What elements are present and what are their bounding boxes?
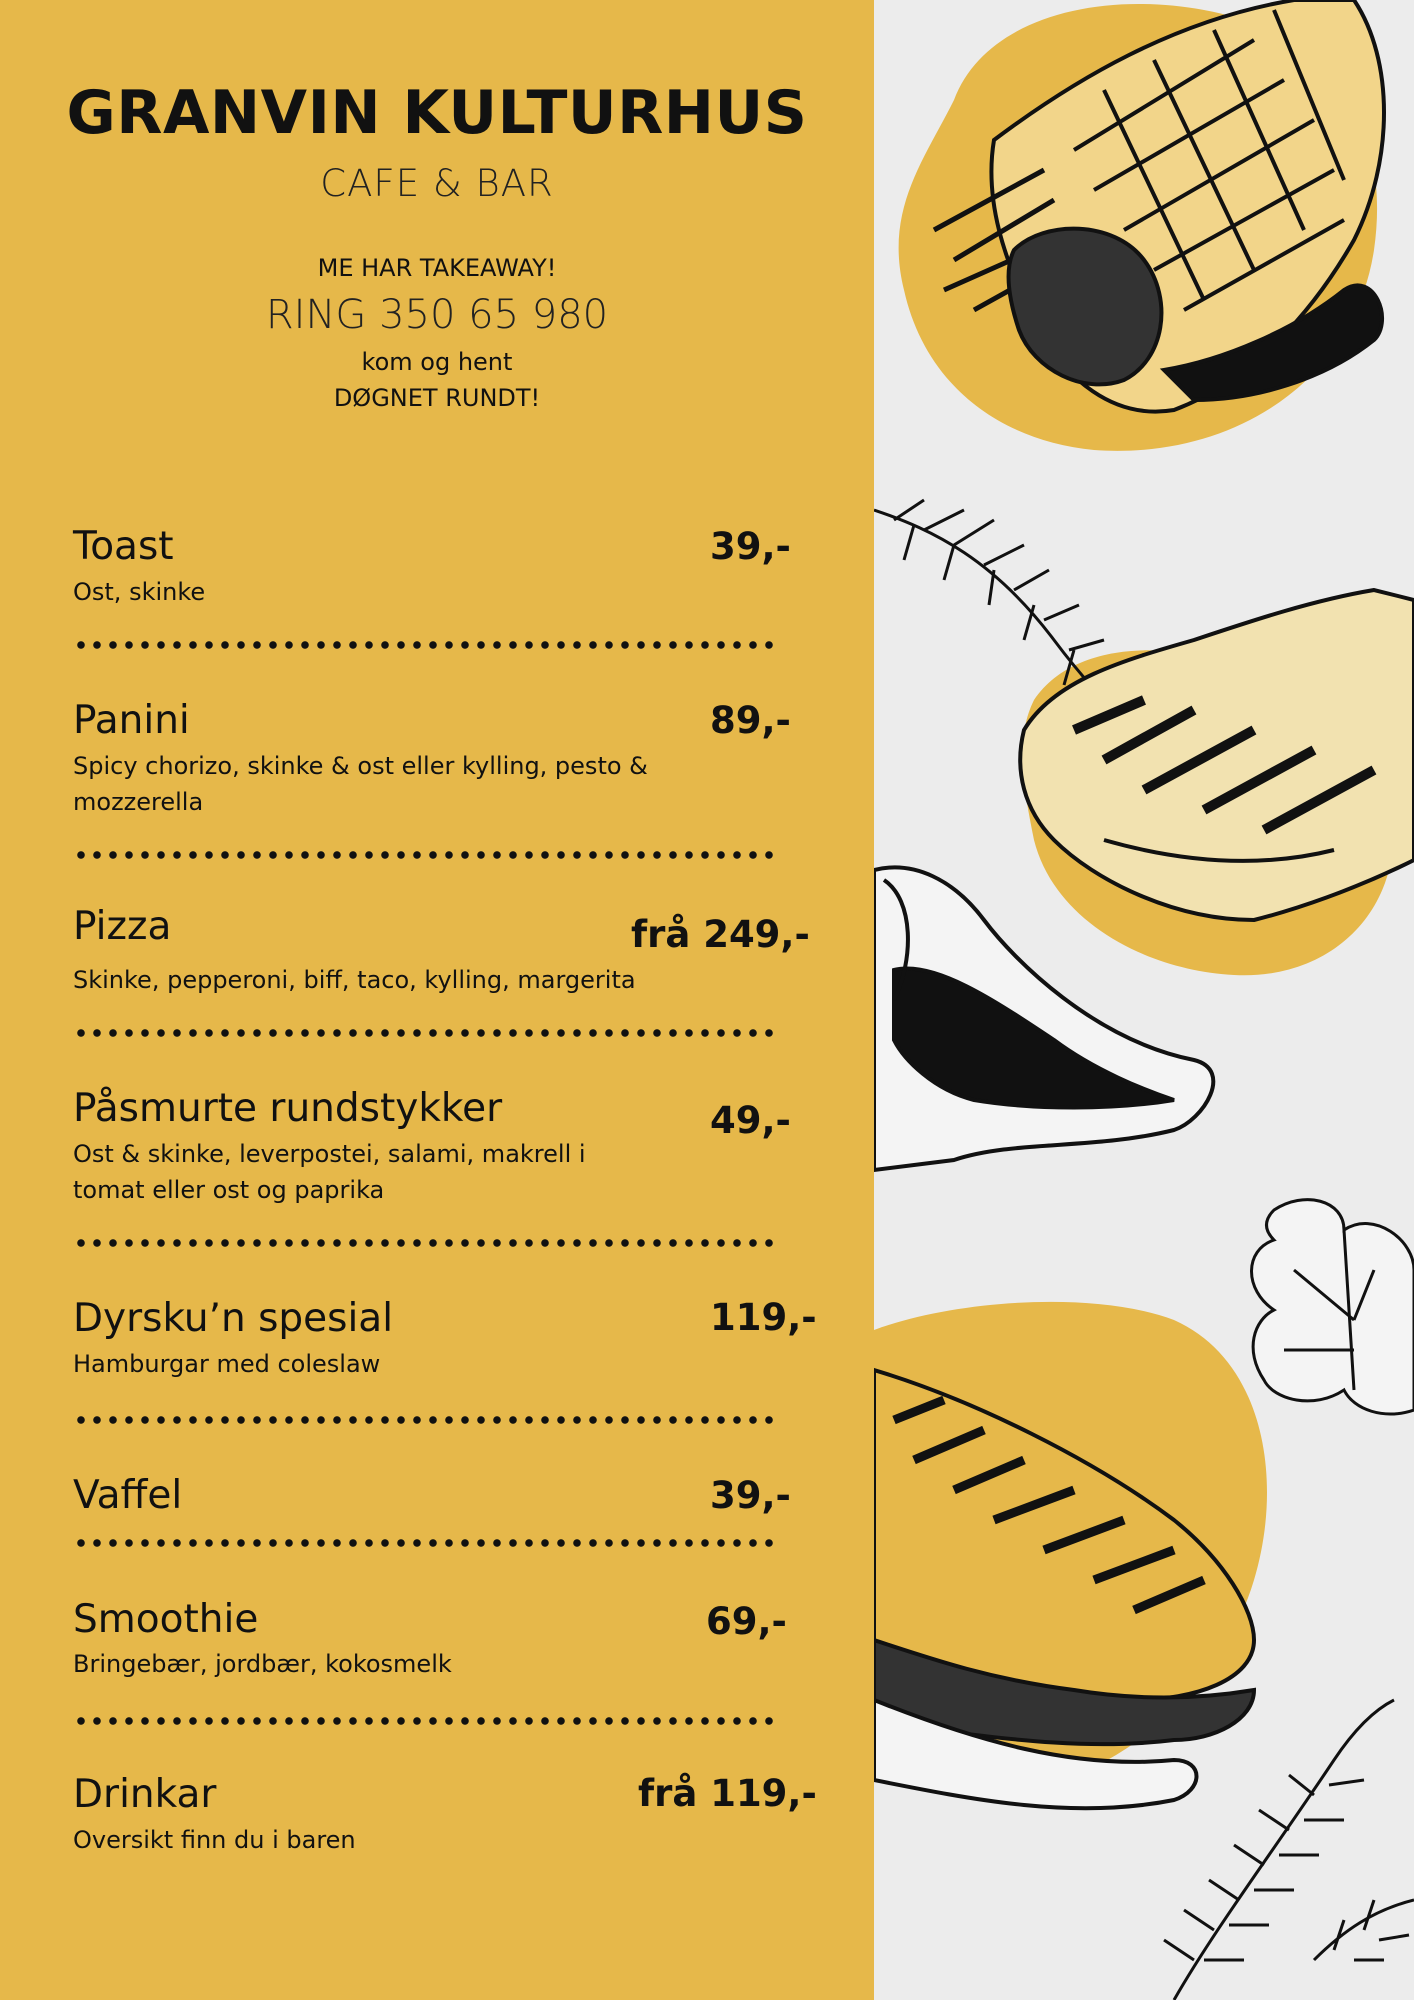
parsley-illustration — [1252, 1200, 1414, 1414]
menu-item-name: Dyrsku’n spesial — [73, 1296, 394, 1341]
pickup-text: kom og hent — [361, 348, 513, 376]
menu-item-price: 69,- — [706, 1600, 787, 1643]
illustrations — [874, 0, 1414, 2000]
takeaway-text: ME HAR TAKEAWAY! — [317, 254, 557, 282]
menu-item-price: 39,- — [710, 525, 791, 568]
divider — [73, 640, 779, 650]
menu-item-name: Påsmurte rundstykker — [73, 1086, 503, 1131]
menu-item-price: 39,- — [710, 1474, 791, 1517]
menu-item-desc: Skinke, pepperoni, biff, taco, kylling, margerita — [73, 966, 636, 994]
menu-item-name: Panini — [73, 698, 190, 743]
menu-item-name: Vaffel — [73, 1473, 183, 1518]
menu-item-desc: Bringebær, jordbær, kokosmelk — [73, 1650, 452, 1678]
menu-item-desc: Ost, skinke — [73, 578, 206, 606]
rosemary-illustration — [1164, 1700, 1414, 2000]
menu-item-name: Drinkar — [73, 1772, 217, 1817]
hours-text: DØGNET RUNDT! — [333, 384, 541, 412]
menu-item-price: frå 249,- — [631, 913, 810, 956]
menu-item-desc: Oversikt finn du i baren — [73, 1826, 356, 1854]
divider — [73, 1415, 779, 1425]
illustration-panel — [874, 0, 1414, 2000]
menu-item-name: Smoothie — [73, 1597, 259, 1642]
page-subtitle: CAFE & BAR — [320, 162, 554, 205]
divider — [73, 1028, 779, 1038]
phone-number: RING 350 65 980 — [265, 292, 609, 338]
divider — [73, 1538, 779, 1548]
divider — [73, 850, 779, 860]
menu-item-desc: Hamburgar med coleslaw — [73, 1350, 381, 1378]
menu-item-price: 89,- — [710, 699, 791, 742]
divider — [73, 1716, 779, 1726]
menu-item-desc: Spicy chorizo, skinke & ost eller kylling, pesto & mozzerella — [73, 752, 648, 816]
divider — [73, 1238, 779, 1248]
menu-item-price: 119,- — [710, 1296, 817, 1339]
menu-item-price: 49,- — [710, 1099, 791, 1142]
menu-item-name: Toast — [73, 524, 174, 569]
page-title: GRANVIN KULTURHUS — [66, 78, 808, 148]
menu-item-price: frå 119,- — [638, 1772, 817, 1815]
menu-item-name: Pizza — [73, 904, 172, 949]
menu-item-desc: Ost & skinke, leverpostei, salami, makrell i tomat eller ost og paprika — [73, 1140, 586, 1204]
